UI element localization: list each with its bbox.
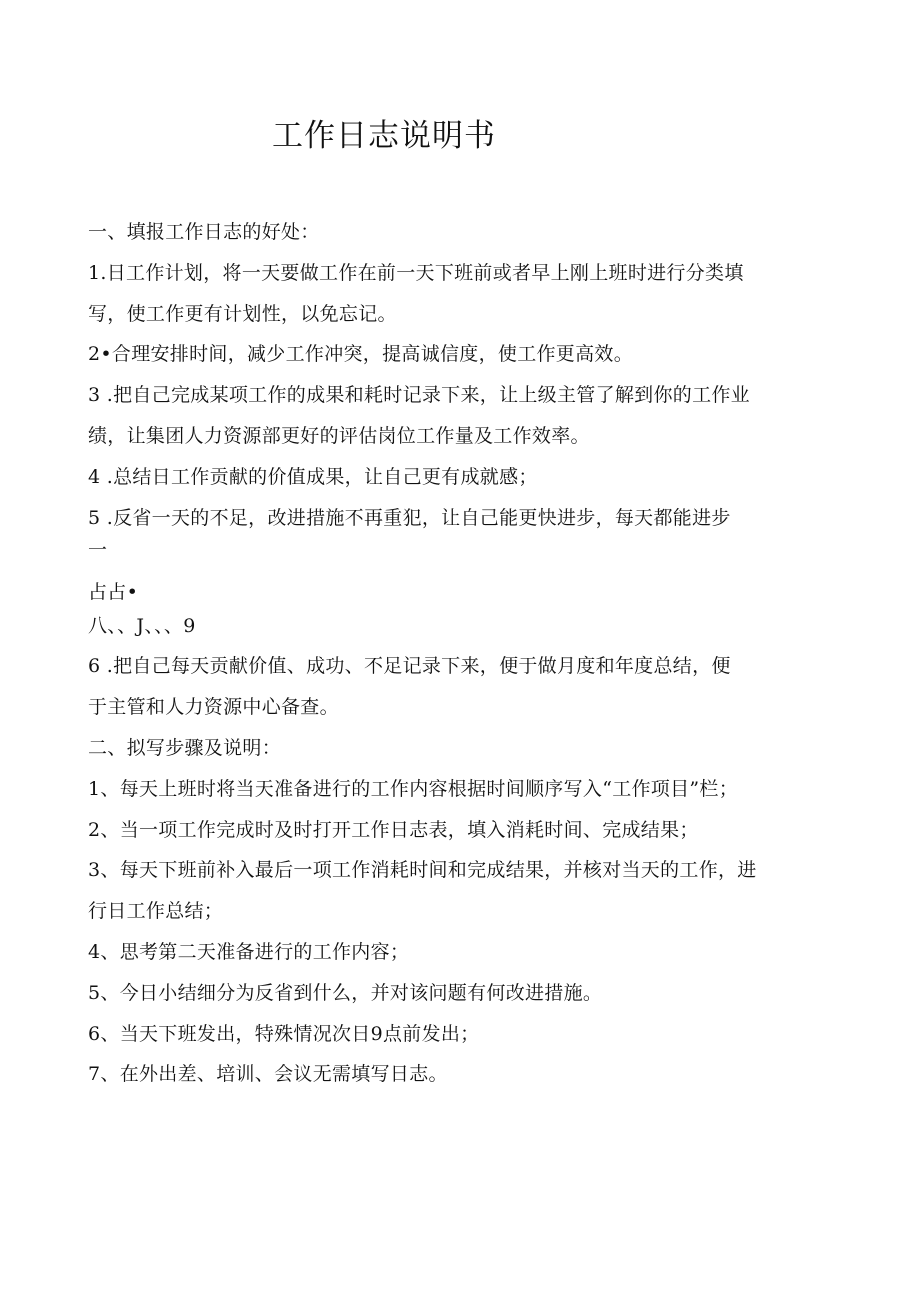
- benefit-line: 5 .反省一天的不足，改进措施不再重犯，让自己能更快进步，每天都能进步: [88, 506, 731, 529]
- benefit-line: 6 .把自己每天贡献价值、成功、不足记录下来，便于做月度和年度总结，便: [88, 655, 731, 678]
- benefit-line: 4 .总结日工作贡献的价值成果，让自己更有成就感；: [88, 465, 538, 488]
- step-line: 行日工作总结；: [88, 900, 224, 923]
- benefit-line: 1.日工作计划，将一天要做工作在前一天下班前或者早上刚上班时进行分类填: [88, 261, 744, 284]
- step-line: 7、在外出差、培训、会议无需填写日志。: [88, 1063, 448, 1086]
- benefit-line: 一: [88, 539, 108, 562]
- section-heading-steps: 二、拟写步骤及说明：: [88, 736, 282, 759]
- step-line: 3、每天下班前补入最后一项工作消耗时间和完成结果，并核对当天的工作，进: [88, 859, 757, 882]
- benefit-line: 3 .把自己完成某项工作的成果和耗时记录下来，让上级主管了解到你的工作业: [88, 384, 750, 407]
- benefit-line: 写，使工作更有计划性，以免忘记。: [88, 302, 397, 325]
- benefit-line: 于主管和人力资源中心备查。: [88, 696, 339, 719]
- step-line: 2、当一项工作完成时及时打开工作日志表，填入消耗时间、完成结果；: [88, 818, 699, 841]
- step-line: 1、每天上班时将当天准备进行的工作内容根据时间顺序写入“工作项目”栏；: [88, 777, 739, 800]
- step-line: 4、思考第二天准备进行的工作内容；: [88, 940, 410, 963]
- step-line: 6、当天下班发出，特殊情况次日9点前发出；: [88, 1022, 480, 1045]
- benefit-line: 绩，让集团人力资源部更好的评估岗位工作量及工作效率。: [88, 424, 590, 447]
- document-body: [88, 212, 848, 1095]
- section-heading-benefits: 一、填报工作日志的好处：: [88, 221, 320, 243]
- step-line: 5、今日小结细分为反省到什么，并对该问题有何改进措施。: [88, 981, 603, 1004]
- benefit-line: 八、、J、、、9: [88, 615, 196, 638]
- document-title: 工作日志说明书: [272, 118, 496, 154]
- benefit-line: 占占•: [88, 581, 139, 604]
- benefit-line: 2•合理安排时间，减少工作冲突，提高诚信度，使工作更高效。: [88, 343, 633, 366]
